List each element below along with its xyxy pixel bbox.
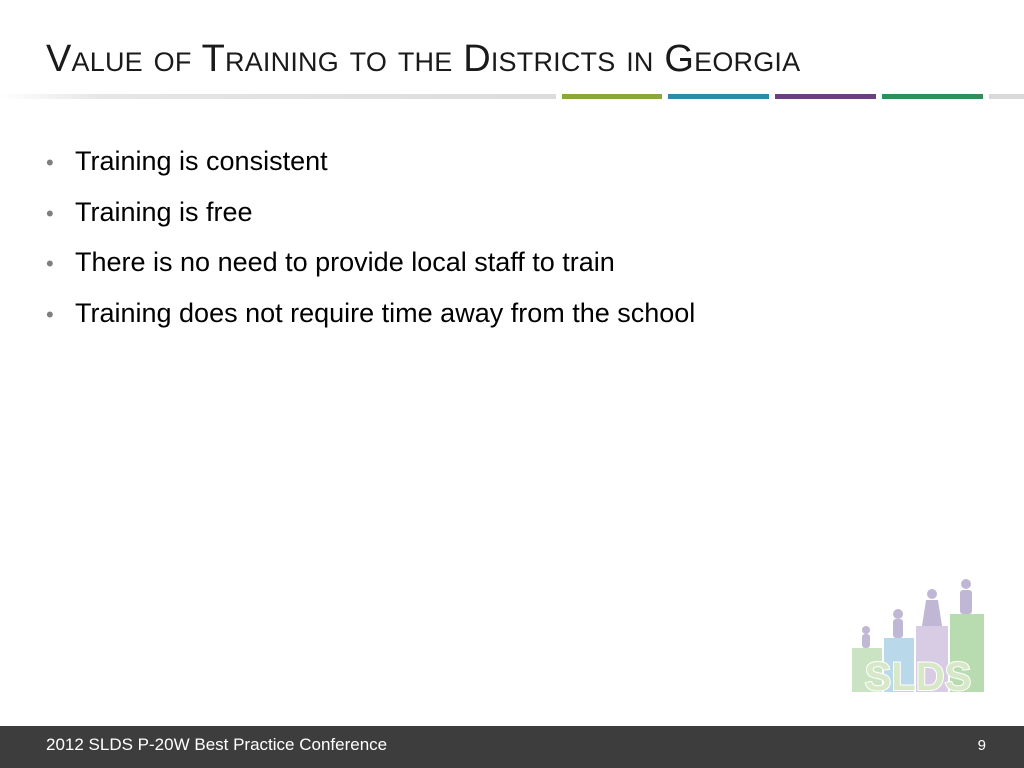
bullet-text: There is no need to provide local staff to train: [75, 247, 615, 277]
accent-segment-blue: [668, 94, 769, 99]
accent-segment-purple: [775, 94, 876, 99]
page-number: 9: [977, 737, 986, 754]
bullet-item: [46, 289, 695, 340]
bullet-item: [46, 188, 695, 239]
slds-logo-icon: [848, 578, 988, 696]
accent-segment-green: [562, 94, 662, 99]
slide-title: Value of Training to the Districts in Georgia: [46, 38, 801, 80]
bullet-icon: •: [46, 251, 54, 276]
accent-segment-dark-green: [882, 94, 983, 99]
bullet-text: Training does not require time away from the school: [75, 297, 696, 328]
title-rule-fade: [0, 94, 556, 99]
bullet-item: [46, 137, 695, 188]
accent-segment-gray: [989, 94, 1024, 99]
footer-bar: [0, 726, 1024, 768]
title-accent-rule: [0, 94, 1024, 99]
bullet-text: Training is consistent: [75, 146, 328, 176]
bullet-icon: •: [46, 301, 54, 327]
bullet-text: Training is free: [75, 196, 253, 227]
bullet-icon: •: [46, 200, 54, 226]
footer-conference-text: 2012 SLDS P-20W Best Practice Conference: [46, 735, 388, 754]
bullet-item: [46, 238, 695, 289]
bullet-icon: •: [46, 150, 54, 175]
logo-text: SLDS: [864, 655, 972, 696]
bullet-list: [46, 137, 695, 339]
